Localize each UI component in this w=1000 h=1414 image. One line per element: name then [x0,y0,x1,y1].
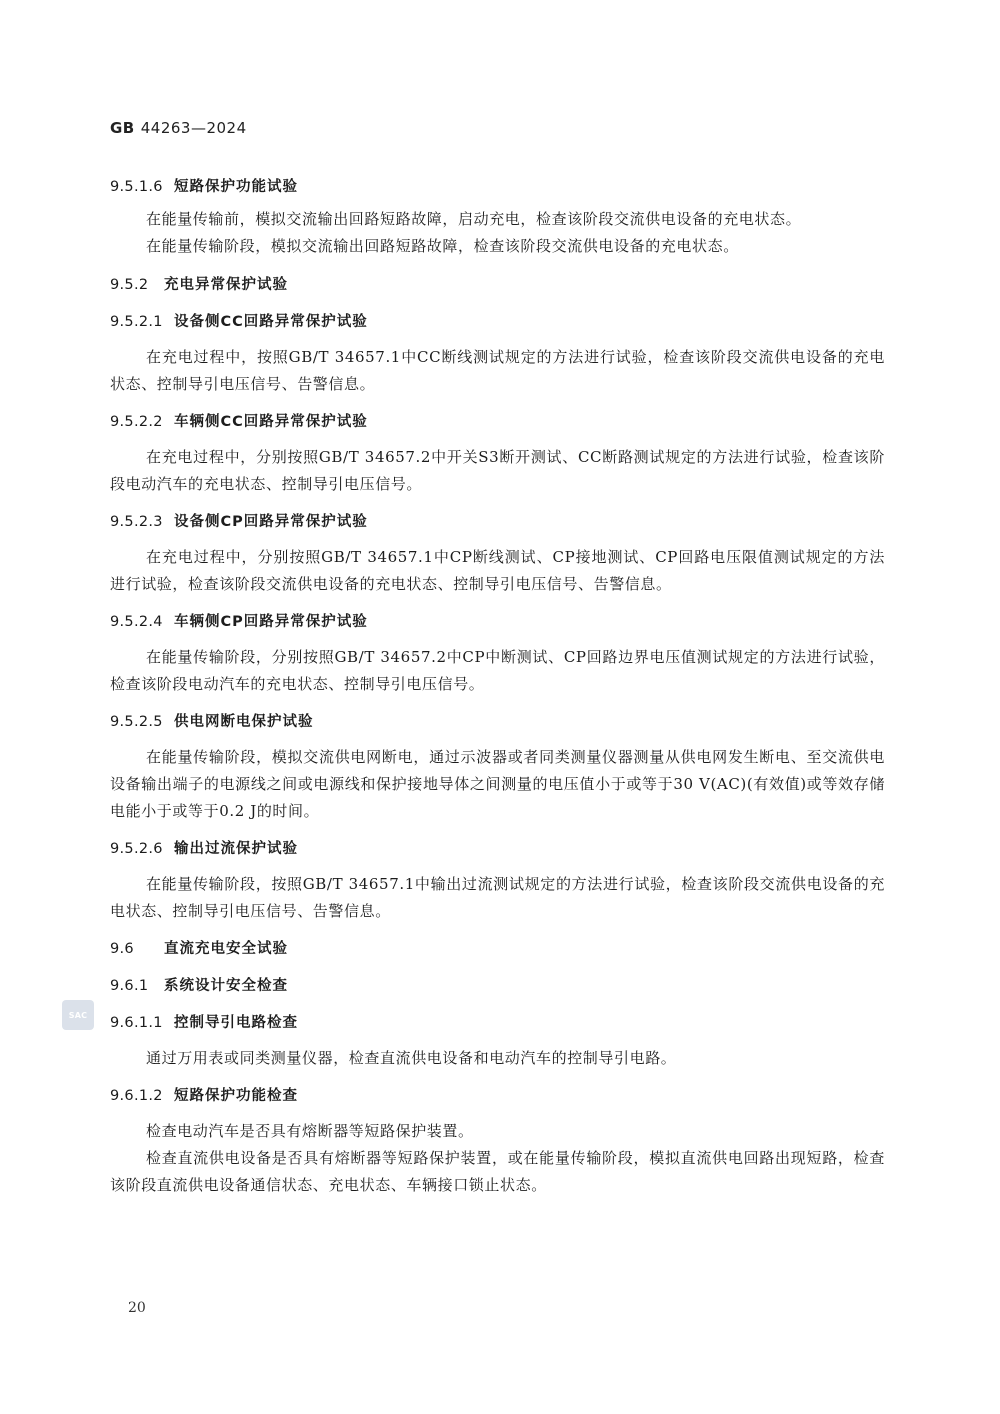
paragraph: 在充电过程中，按照GB/T 34657.1中CC断线测试规定的方法进行试验，检查该阶段交流供电设备的充电状态、控制导引电压信号、告警信息。 [110,348,885,393]
section-title: 车辆侧CP回路异常保护试验 [174,614,368,630]
section-heading [110,176,885,198]
paragraph: 在能量传输前，模拟交流输出回路短路故障，启动充电，检查该阶段交流供电设备的充电状态。 [146,210,802,228]
watermark-text: SAC [68,1010,88,1020]
section-heading [110,611,885,633]
section-heading [110,1085,885,1107]
section-title: 设备侧CP回路异常保护试验 [174,514,368,530]
paragraph: 在能量传输阶段，模拟交流输出回路短路故障，检查该阶段交流供电设备的充电状态。 [146,237,739,255]
section-title: 充电异常保护试验 [164,277,288,293]
section-number: 9.6.1 [110,978,149,994]
section-heading [110,1012,885,1034]
paragraph: 检查直流供电设备是否具有熔断器等短路保护装置，或在能量传输阶段，模拟直流供电回路出现短路，检查该阶段直流供电设备通信状态、充电状态、车辆接口锁止状态。 [110,1149,885,1194]
section-title: 供电网断电保护试验 [174,714,314,730]
section-title: 输出过流保护试验 [174,841,298,857]
paragraph: 通过万用表或同类测量仪器，检查直流供电设备和电动汽车的控制导引电路。 [146,1049,677,1067]
section-title: 短路保护功能检查 [174,1088,298,1104]
document-header [110,119,247,137]
section-number: 9.5.2.5 [110,714,163,730]
document-body [110,176,885,1199]
section-number: 9.6.1.1 [110,1015,163,1031]
section-title: 控制导引电路检查 [174,1015,298,1031]
section-number: 9.5.2.4 [110,614,163,630]
section-heading [110,511,885,533]
section-heading [110,938,885,960]
section-heading [110,975,885,997]
page-number: 20 [128,1300,146,1316]
section-number: 9.6.1.2 [110,1088,163,1104]
section-number: 9.5.2.3 [110,514,163,530]
paragraph: 在能量传输阶段，模拟交流供电网断电，通过示波器或者同类测量仪器测量从供电网发生断电、至交流供电设备输出端子的电源线之间或电源线和保护接地导体之间测量的电压值小于或等于30 V(AC)(有效值)或等效存储电能小于或等于0.2 J的时间。 [110,748,885,820]
section-number: 9.5.2.6 [110,841,163,857]
section-heading [110,311,885,333]
paragraph: 在能量传输阶段，按照GB/T 34657.1中输出过流测试规定的方法进行试验，检查该阶段交流供电设备的充电状态、控制导引电压信号、告警信息。 [110,875,885,920]
section-title: 系统设计安全检查 [164,978,288,994]
paragraph: 在充电过程中，分别按照GB/T 34657.2中开关S3断开测试、CC断路测试规定的方法进行试验，检查该阶段电动汽车的充电状态、控制导引电压信号。 [110,448,885,493]
paragraph: 检查电动汽车是否具有熔断器等短路保护装置。 [146,1122,474,1140]
section-title: 车辆侧CC回路异常保护试验 [174,414,368,430]
section-heading [110,838,885,860]
standard-prefix: GB [110,119,135,137]
section-number: 9.5.2.1 [110,314,163,330]
section-number: 9.5.2.2 [110,414,163,430]
section-heading [110,274,885,296]
standard-number: 44263—2024 [140,119,247,137]
section-title: 短路保护功能试验 [174,179,298,195]
paragraph: 在能量传输阶段，分别按照GB/T 34657.2中CP中断测试、CP回路边界电压值测试规定的方法进行试验，检查该阶段电动汽车的充电状态、控制导引电压信号。 [110,648,885,693]
section-title: 直流充电安全试验 [164,941,288,957]
section-number: 9.5.2 [110,277,149,293]
section-heading [110,411,885,433]
section-heading [110,711,885,733]
sac-watermark-logo [62,1000,94,1030]
section-title: 设备侧CC回路异常保护试验 [174,314,368,330]
section-number: 9.5.1.6 [110,179,163,195]
paragraph: 在充电过程中，分别按照GB/T 34657.1中CP断线测试、CP接地测试、CP回路电压限值测试规定的方法进行试验，检查该阶段交流供电设备的充电状态、控制导引电压信号、告警信息。 [110,548,885,593]
section-number: 9.6 [110,941,134,957]
